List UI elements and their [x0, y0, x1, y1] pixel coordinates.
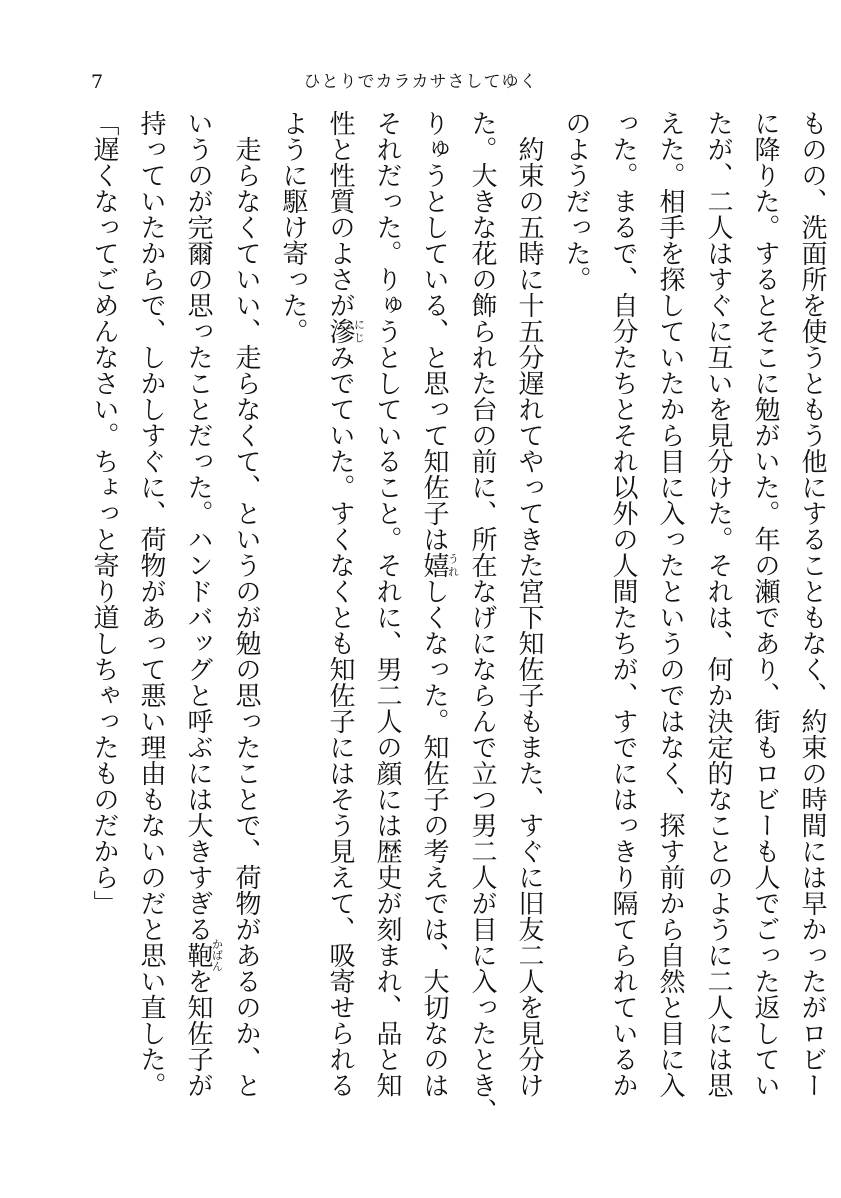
text-line — [280, 110, 306, 344]
text-line — [469, 110, 495, 1124]
line-text: に降りた。するとそこに勉がいた。年の瀬であり、街もロビーも人でごった返してい — [750, 110, 780, 1098]
line-text: それだった。りゅうとしていること。それに、男二人の顔には歴史が刻まれ、品と知 — [372, 110, 402, 1098]
line-text: いうのが完爾の思ったことだった。ハンドバッグと呼ぶには大きすぎる — [183, 110, 213, 942]
line-text: りゅうとしている、と思って知佐子は — [419, 110, 449, 552]
text-line — [233, 136, 259, 1098]
ruby-reading: かばん — [210, 938, 224, 972]
ruby-base: 嬉 — [419, 552, 449, 578]
text-line — [752, 110, 778, 1098]
text-line — [705, 110, 731, 1098]
text-line — [563, 110, 589, 292]
ruby-annotation — [183, 938, 224, 972]
ruby-reading: にじ — [352, 318, 366, 344]
line-text: 「遅くなってごめんなさい。ちょっと寄り道しちゃったものだから」 — [89, 110, 119, 916]
ruby-base: 滲 — [325, 318, 355, 344]
text-line — [138, 110, 164, 1098]
ruby-base: 鞄 — [183, 938, 213, 972]
line-text: みでていた。すくなくとも知佐子にはそう見えて、吸寄せられる — [325, 344, 355, 1098]
line-text: しくなった。知佐子の考えでは、大切なのは — [419, 578, 449, 1098]
line-text: ように駆け寄った。 — [278, 110, 308, 344]
line-text: を知佐子が — [183, 968, 213, 1098]
line-text: 持っていたからで、しかしすぐに、荷物があって悪い理由もないのだと思い直した。 — [136, 110, 166, 1098]
page-number: 7 — [91, 71, 104, 93]
ruby-annotation — [419, 552, 460, 578]
text-line — [516, 136, 542, 1098]
line-text: たが、二人はすぐに互いを見分けた。それは、何か決定的なことのように二人には思 — [703, 110, 733, 1098]
text-line — [374, 110, 400, 1098]
running-title: ひとりでカラカサさしてゆく — [303, 72, 538, 92]
line-text: ものの、洗面所を使うともう他にすることもなく、約束の時間には早かったがロビー — [797, 110, 827, 1098]
text-line — [657, 110, 683, 1098]
line-text: 約束の五時に十五分遅れてやってきた宮下知佐子もまた、すぐに旧友二人を見分け — [514, 136, 544, 1098]
line-text: た。大きな花の飾られた台の前に、所在なげにならんで立つ男二人が目に入ったとき、 — [467, 110, 497, 1124]
line-text: った。まるで、自分たちとそれ以外の人間たちが、すでにはっきり隔てられているか — [608, 110, 638, 1098]
text-line — [185, 110, 223, 1098]
text-line — [799, 110, 825, 1098]
ruby-annotation — [325, 318, 366, 344]
text-line — [327, 110, 365, 1098]
text-line — [421, 110, 459, 1098]
line-text: えた。相手を探していたから目に入ったというのではなく、探す前から自然と目に入 — [655, 110, 685, 1098]
line-text: 性と性質のよさが — [325, 110, 355, 318]
text-line — [610, 110, 636, 1098]
line-text: のようだった。 — [561, 110, 591, 292]
line-text: 走らなくていい、走らなくて、というのが勉の思ったことで、荷物があるのか、と — [231, 136, 261, 1098]
ruby-reading: うれ — [446, 552, 460, 578]
text-line — [91, 110, 117, 916]
